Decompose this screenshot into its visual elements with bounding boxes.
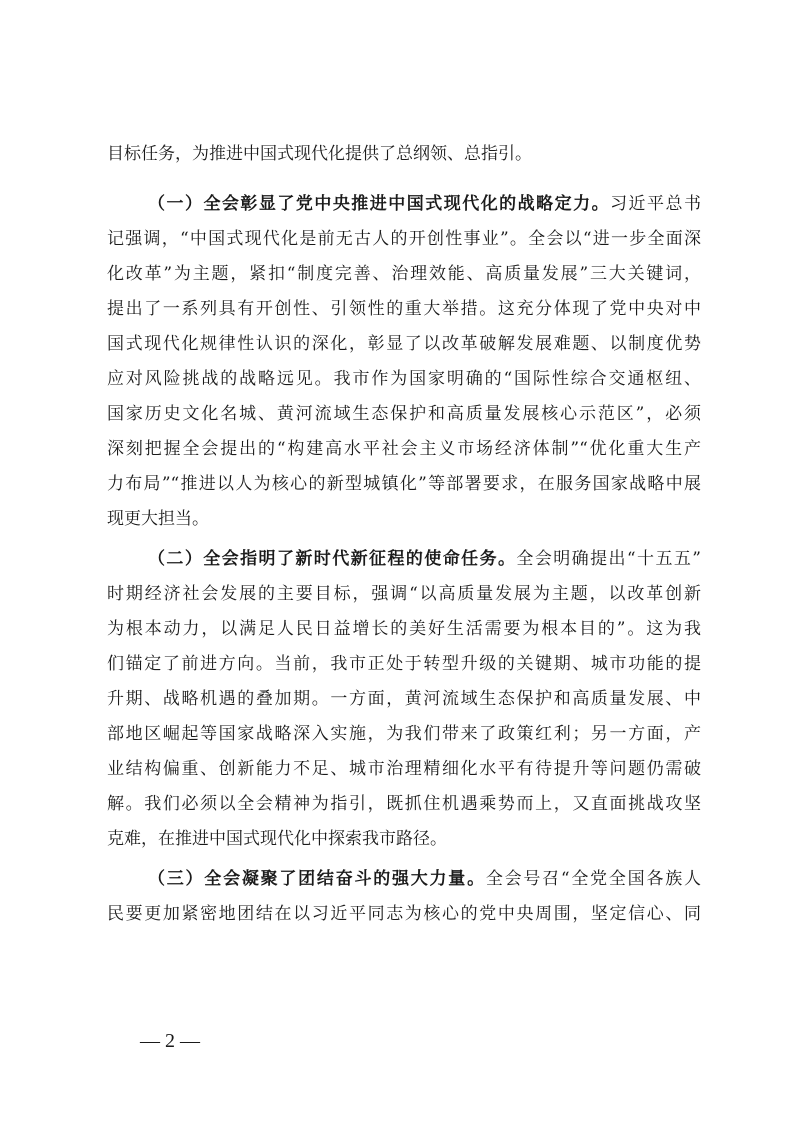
text-line: 应对风险挑战的战略远见。我市作为国家明确的“国际性综合交通枢纽、 <box>107 369 701 389</box>
paragraph-2 <box>107 542 701 857</box>
text-line: 深刻把握全会提出的“构建高水平社会主义市场经济体制”“优化重大生产 <box>107 439 701 459</box>
text-line: 力布局”“推进以人为核心的新型城镇化”等部署要求，在服务国家战略中展 <box>107 474 701 494</box>
paragraph-1 <box>107 187 701 537</box>
text-line: 民要更加紧密地团结在以习近平同志为核心的党中央周围，坚定信心、同 <box>107 904 701 924</box>
text-line: 提出了一系列具有开创性、引领性的重大举措。这充分体现了党中央对中 <box>107 299 701 319</box>
text-line: 国家历史文化名城、黄河流域生态保护和高质量发展核心示范区”，必须 <box>107 404 701 424</box>
text-line <box>107 542 701 577</box>
paragraph-intro <box>107 137 701 172</box>
text-line: 目标任务，为推进中国式现代化提供了总纲领、总指引。 <box>107 144 532 164</box>
text-line: 化改革”为主题，紧扣“制度完善、治理效能、高质量发展”三大关键词， <box>107 264 701 284</box>
text-line <box>107 187 701 222</box>
text-span: 全会明确提出“十五五” <box>516 549 701 569</box>
text-line: 克难，在推进中国式现代化中探索我市路径。 <box>107 829 447 849</box>
text-line: 记强调，“中国式现代化是前无古人的开创性事业”。全会以“进一步全面深 <box>107 229 701 249</box>
text-line: 为根本动力，以满足人民日益增长的美好生活需要为根本目的”。这为我 <box>107 619 701 639</box>
paragraph-heading: （一）全会彰显了党中央推进中国式现代化的战略定力。 <box>148 194 611 214</box>
text-line: 升期、战略机遇的叠加期。一方面，黄河流域生态保护和高质量发展、中 <box>107 689 701 709</box>
text-line: 部地区崛起等国家战略深入实施，为我们带来了政策红利；另一方面，产 <box>107 724 701 744</box>
text-line: 解。我们必须以全会精神为指引，既抓住机遇乘势而上，又直面挑战攻坚 <box>107 794 701 814</box>
paragraph-heading: （三）全会凝聚了团结奋斗的强大力量。 <box>148 869 486 889</box>
text-line: 业结构偏重、创新能力不足、城市治理精细化水平有待提升等问题仍需破 <box>107 759 701 779</box>
paragraph-heading: （二）全会指明了新时代新征程的使命任务。 <box>148 549 517 569</box>
text-line: 现更大担当。 <box>107 509 209 529</box>
text-span: 全会号召“全党全国各族人 <box>485 869 701 889</box>
text-line: 们锚定了前进方向。当前，我市正处于转型升级的关键期、城市功能的提 <box>107 654 701 674</box>
text-line: 国式现代化规律性认识的深化，彰显了以改革破解发展难题、以制度优势 <box>107 334 701 354</box>
text-line: 时期经济社会发展的主要目标，强调“以高质量发展为主题，以改革创新 <box>107 584 701 604</box>
page-number: — 2 — <box>140 1030 200 1052</box>
document-body <box>107 137 701 937</box>
text-line <box>107 862 701 897</box>
paragraph-3 <box>107 862 701 932</box>
text-span: 习近平总书 <box>610 194 702 214</box>
